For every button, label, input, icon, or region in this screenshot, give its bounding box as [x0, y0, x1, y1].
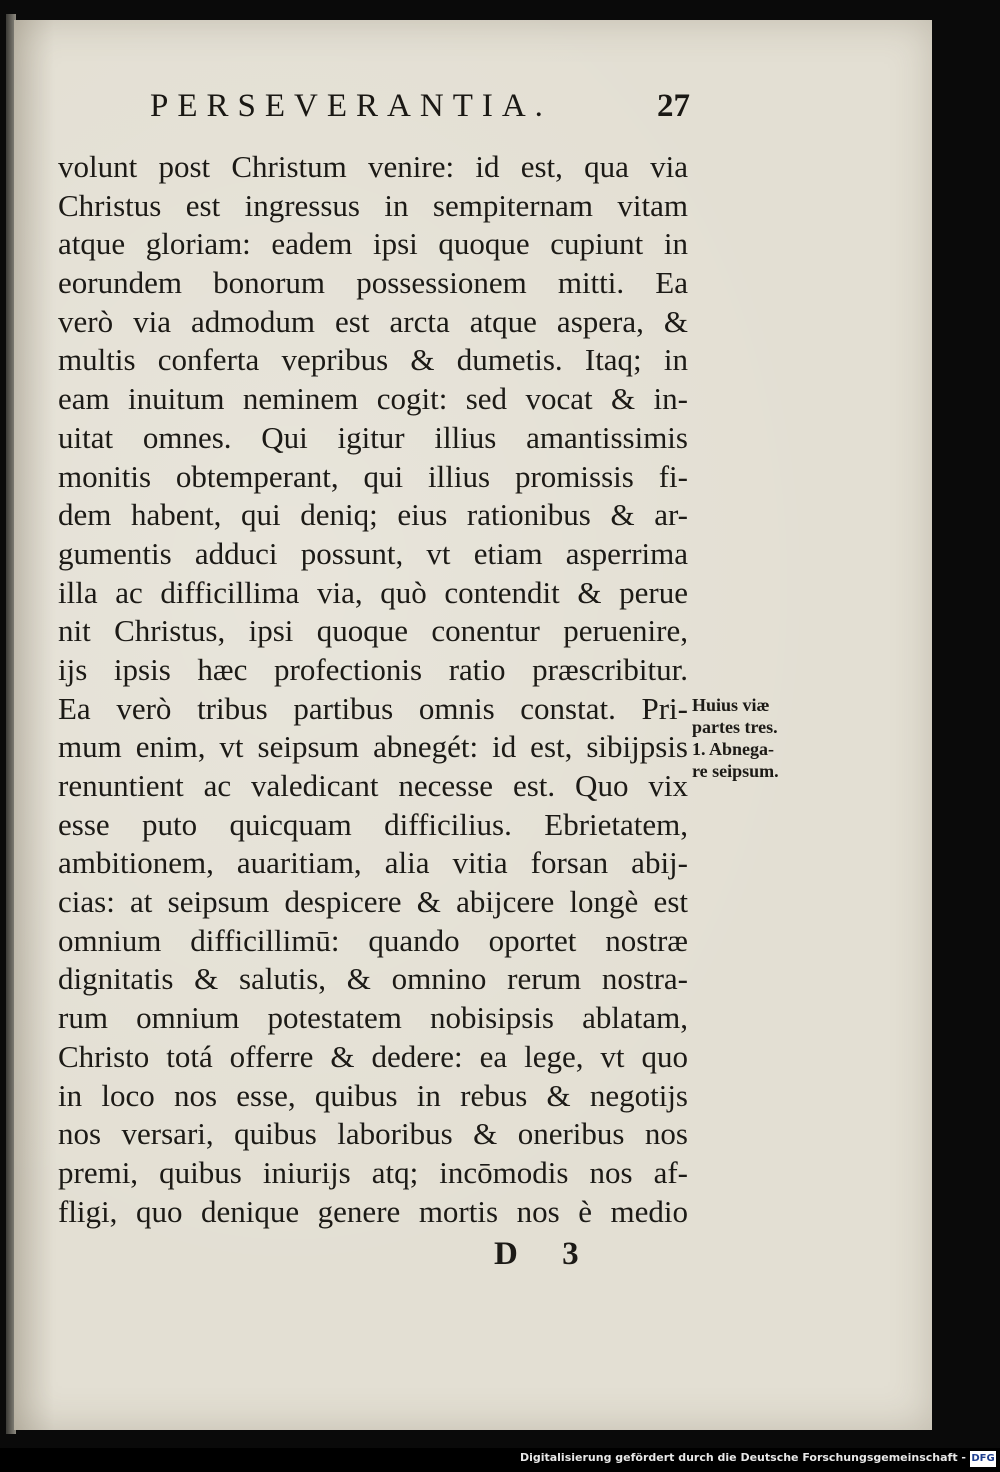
text-line: Christus est ingressus in sempiternam vitam	[58, 187, 688, 223]
text-line: multis conferta vepribus & dumetis. Itaq; in	[58, 342, 688, 378]
text-line: fligi, quo denique genere mortis nos è medio	[58, 1193, 688, 1229]
text-line: uitat omnes. Qui igitur illius amantissimis	[58, 419, 688, 455]
marginal-note-line: Huius viæ	[692, 695, 770, 715]
dfg-logo: DFG	[970, 1451, 996, 1467]
text-line: monitis obtemperant, qui illius promissis fi-	[58, 458, 688, 494]
text-line: eam inuitum neminem cogit: sed vocat & in-	[58, 381, 688, 417]
text-line: gumentis adduci possunt, vt etiam asperrima	[58, 535, 688, 571]
marginal-note	[692, 694, 822, 782]
marginal-note-line: re seipsum.	[692, 761, 779, 781]
text-line: Christo totá offerre & dedere: ea lege, vt quo	[58, 1038, 688, 1074]
text-line: nos versari, quibus laboribus & oneribus nos	[58, 1116, 688, 1152]
text-line: dem habent, qui deniq; eius rationibus & ar-	[58, 497, 688, 533]
text-line: volunt post Christum venire: id est, qua via	[58, 149, 688, 184]
footer-bar	[0, 1448, 1000, 1472]
text-line: Ea verò tribus partibus omnis constat. Pri-	[58, 690, 688, 726]
text-line: mum enim, vt seipsum abnegét: id est, sibijpsis	[58, 729, 688, 765]
text-line: verò via admodum est arcta atque aspera, &	[58, 303, 688, 339]
text-line: rum omnium potestatem nobisipsis ablatam,	[58, 1000, 688, 1036]
text-line: premi, quibus iniurijs atq; incōmodis nos af-	[58, 1154, 688, 1190]
text-line: atque gloriam: eadem ipsi quoque cupiunt in	[58, 226, 688, 262]
text-line: nit Christus, ipsi quoque conentur peruenire,	[58, 613, 688, 649]
text-line: in loco nos esse, quibus in rebus & negotijs	[58, 1077, 688, 1113]
text-line: cias: at seipsum despicere & abijcere longè est	[58, 884, 688, 920]
main-text-block	[58, 148, 688, 1231]
page-number: 27	[657, 88, 690, 124]
running-title: PERSEVERANTIA.	[150, 88, 552, 124]
running-header	[150, 88, 690, 138]
marginal-note-line: partes tres.	[692, 717, 778, 737]
text-line: ijs ipsis hæc profectionis ratio præscribitur.	[58, 651, 688, 687]
text-line: omnium difficillimū: quando oportet nostræ	[58, 922, 688, 958]
marginal-note-line: 1. Abnega-	[692, 739, 775, 759]
text-line: esse puto quicquam difficilius. Ebrietatem,	[58, 806, 688, 842]
text-line: dignitatis & salutis, & omnino rerum nostra-	[58, 961, 688, 997]
text-line: ambitionem, auaritiam, alia vitia forsan abij-	[58, 845, 688, 881]
text-line: eorundem bonorum possessionem mitti. Ea	[58, 265, 688, 301]
funding-credit: Digitalisierung gefördert durch die Deutsche Forschungsgemeinschaft -	[519, 1451, 966, 1464]
signature-mark: D 3	[494, 1236, 597, 1272]
text-line: illa ac difficillima via, quò contendit & perue	[58, 574, 688, 610]
text-line: renuntient ac valedicant necesse est. Quo vix	[58, 768, 688, 803]
